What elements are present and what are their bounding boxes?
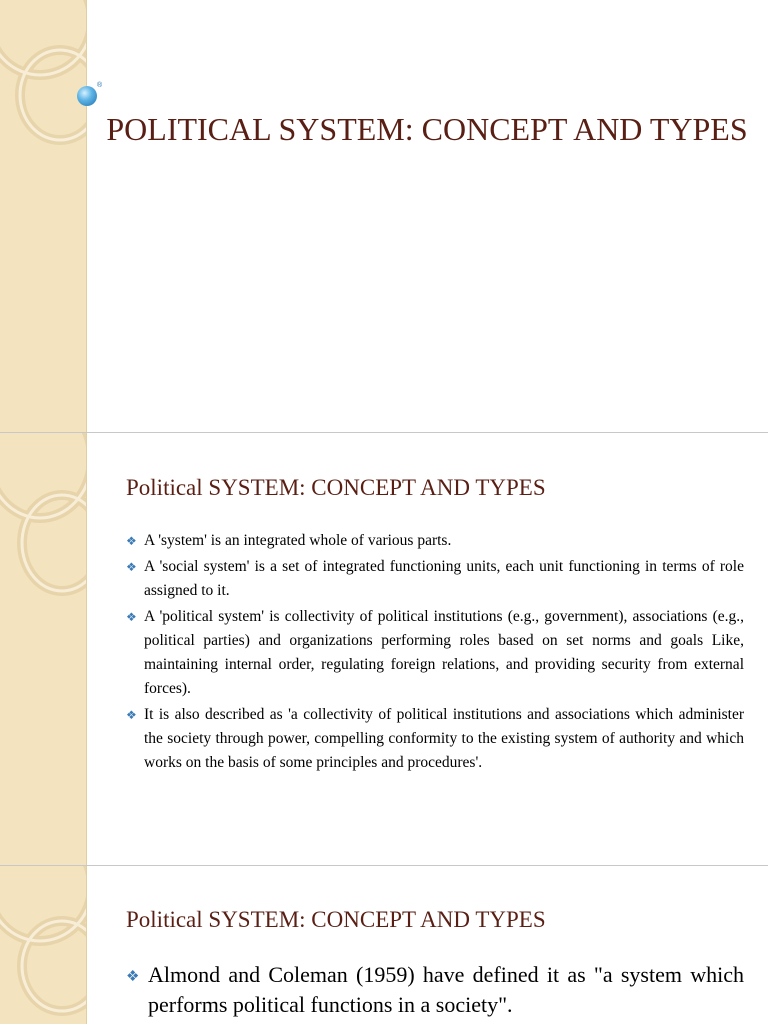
slide-title-heading: POLITICAL SYSTEM: CONCEPT AND TYPES [106,111,748,147]
decorative-side-strip [0,0,87,432]
bullet-list [126,960,744,1022]
decorative-rings [0,866,86,1024]
slide-definition [0,866,768,1024]
diamond-bullet-icon: ❖ [126,534,137,548]
list-item-text: Almond and Coleman (1959) have defined it as "a system which performs political functions in a society". [148,962,744,1017]
slide-title [0,0,768,432]
decorative-side-strip [0,866,87,1024]
orb-mark-icon: ® [97,82,103,89]
list-item-text: A 'political system' is collectivity of political institutions (e.g., government), associations (e.g., political parties) and organizations performing roles based on set norms and goals Like, maintaining internal order, regulating foreign relations, and providing security from external forces). [144,608,744,697]
decorative-rings [0,0,86,432]
list-item [126,703,744,775]
diamond-bullet-icon: ❖ [126,708,137,722]
list-item-text: A 'social system' is a set of integrated functioning units, each unit functioning in terms of role assigned to it. [144,558,744,599]
blue-orb-icon [77,86,97,106]
decorative-side-strip [0,433,87,865]
diamond-bullet-icon: ❖ [126,560,137,574]
diamond-bullet-icon: ❖ [126,610,137,624]
decorative-rings [0,433,86,865]
list-item [126,529,744,553]
list-item [126,960,744,1020]
diamond-bullet-icon: ❖ [126,969,140,985]
list-item-text: A 'system' is an integrated whole of various parts. [144,532,452,549]
slide-heading: Political SYSTEM: CONCEPT AND TYPES [126,907,546,932]
bullet-list [126,529,744,777]
list-item [126,555,744,603]
list-item-text: It is also described as 'a collectivity of political institutions and associations which administer the society through power, compelling conformity to the existing system of authority and which works on the basis of some principles and procedures'. [144,706,744,771]
slide-heading: Political SYSTEM: CONCEPT AND TYPES [126,475,546,500]
list-item [126,605,744,701]
slide-concept [0,433,768,865]
